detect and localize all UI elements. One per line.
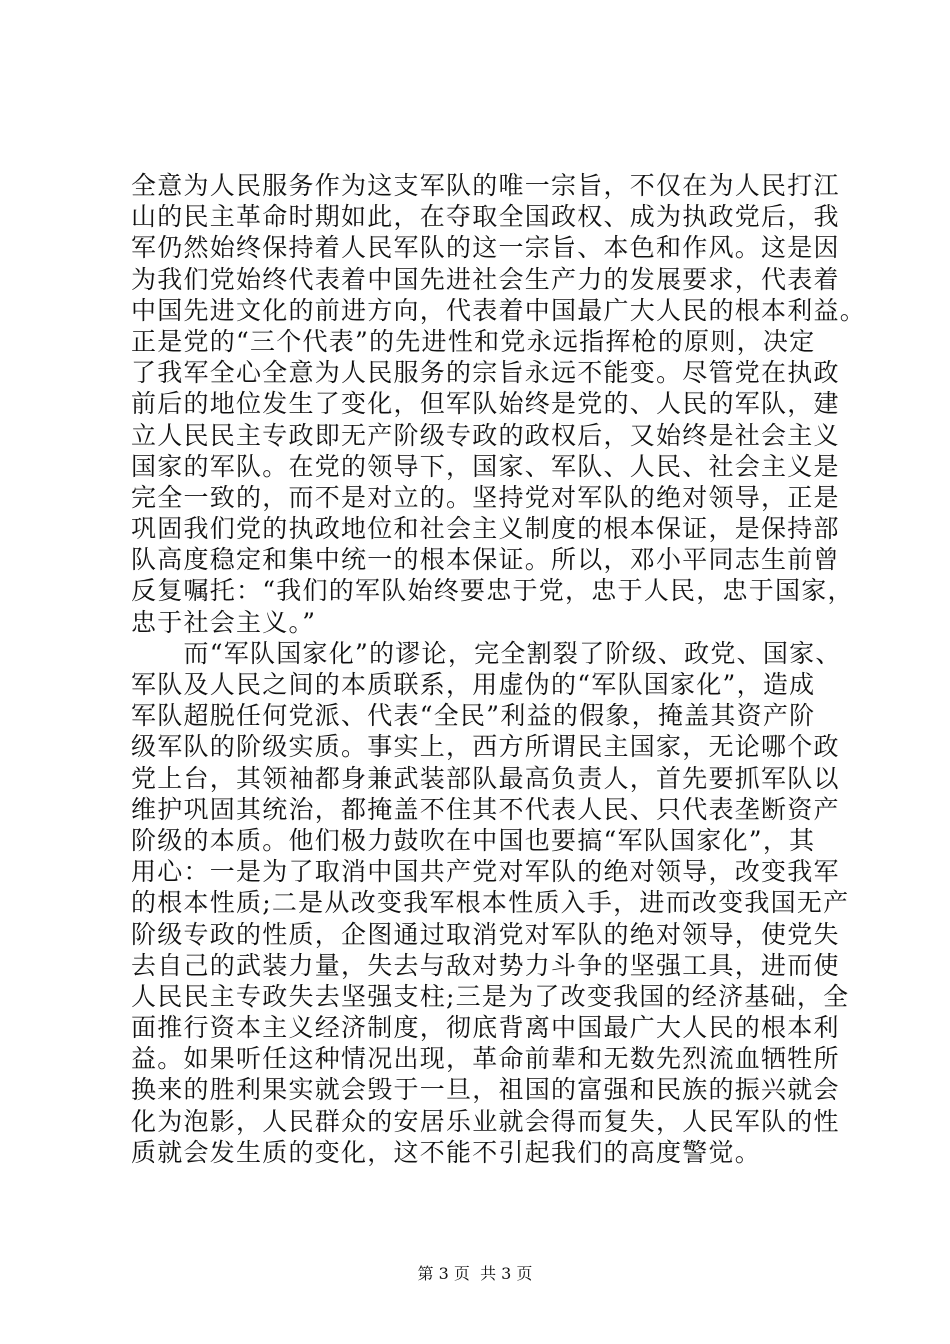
text-line: 全意为人民服务作为这支军队的唯一宗旨，不仅在为人民打江 (131, 171, 840, 200)
text-line: 而“军队国家化”的谬论，完全割裂了阶级、政党、国家、 (131, 638, 842, 668)
text-line: 军队超脱任何党派、代表“全民”利益的假象，掩盖其资产阶 (131, 701, 816, 731)
text-line: 面推行资本主义经济制度，彻底背离中国最广大人民的根本利 (131, 1013, 840, 1043)
text-line: 立人民民主专政即无产阶级专政的政权后，又始终是社会主义 (131, 420, 840, 450)
text-line: 阶级的本质。他们极力鼓吹在中国也要搞“军队国家化”，其 (131, 825, 816, 855)
text-line: 反复嘱托：“我们的军队始终要忠于党，忠于人民，忠于国家， (131, 576, 854, 606)
text-line: 中国先进文化的前进方向，代表着中国最广大人民的根本利益。 (131, 295, 867, 325)
text-line: 用心：一是为了取消中国共产党对军队的绝对领导，改变我军 (131, 857, 840, 887)
text-line: 队高度稳定和集中统一的根本保证。所以，邓小平同志生前曾 (131, 545, 840, 575)
text-line: 正是党的“三个代表”的先进性和党永远指挥枪的原则，决定 (131, 326, 816, 356)
text-line: 人民民主专政失去坚强支柱;三是为了改变我国的经济基础，全 (131, 981, 850, 1011)
text-line: 国家的军队。在党的领导下，国家、军队、人民、社会主义是 (131, 451, 840, 481)
text-line: 阶级专政的性质，企图通过取消党对军队的绝对领导，使党失 (131, 919, 840, 949)
text-line: 完全一致的，而不是对立的。坚持党对军队的绝对领导，正是 (131, 482, 840, 512)
text-line: 维护巩固其统治，都掩盖不住其不代表人民、只代表垄断资产 (131, 794, 840, 824)
text-line: 军队及人民之间的本质联系，用虚伪的“军队国家化”，造成 (131, 670, 816, 699)
text-line: 质就会发生质的变化，这不能不引起我们的高度警觉。 (131, 1137, 762, 1167)
text-line: 巩固我们党的执政地位和社会主义制度的根本保证，是保持部 (131, 514, 840, 544)
text-line: 忠于社会主义。” (131, 607, 317, 637)
text-line: 化为泡影，人民群众的安居乐业就会得而复失，人民军队的性 (131, 1106, 840, 1136)
page-number-footer: 第 3 页 共 3 页 (417, 1264, 533, 1283)
text-line: 级军队的阶级实质。事实上，西方所谓民主国家，无论哪个政 (131, 732, 840, 762)
text-line: 换来的胜利果实就会毁于一旦，祖国的富强和民族的振兴就会 (131, 1075, 840, 1105)
text-line: 山的民主革命时期如此，在夺取全国政权、成为执政党后，我 (131, 202, 840, 232)
text-line: 的根本性质;二是从改变我军根本性质入手，进而改变我国无产 (131, 888, 850, 918)
text-line: 去自己的武装力量，失去与敌对势力斗争的坚强工具，进而使 (131, 950, 840, 980)
body-text (131, 170, 867, 1168)
text-line: 前后的地位发生了变化，但军队始终是党的、人民的军队，建 (131, 389, 840, 419)
text-line: 益。如果听任这种情况出现，革命前辈和无数先烈流血牺牲所 (131, 1044, 840, 1074)
text-line: 了我军全心全意为人民服务的宗旨永远不能变。尽管党在执政 (131, 358, 840, 388)
text-line: 军仍然始终保持着人民军队的这一宗旨、本色和作风。这是因 (131, 233, 840, 263)
text-line: 为我们党始终代表着中国先进社会生产力的发展要求，代表着 (131, 264, 840, 294)
text-line: 党上台，其领袖都身兼武装部队最高负责人，首先要抓军队以 (131, 763, 840, 793)
